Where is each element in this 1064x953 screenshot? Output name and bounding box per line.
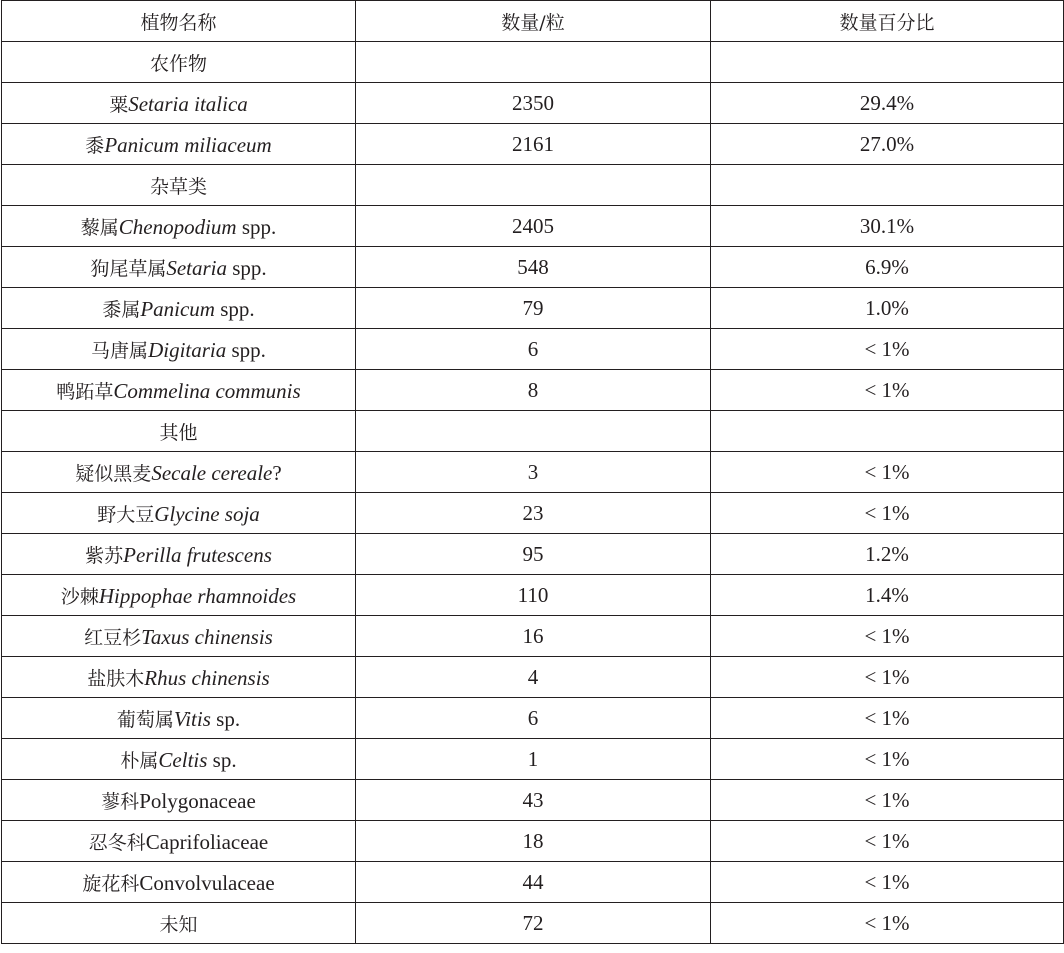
- plant-chinese-name: 葡萄属: [116, 708, 174, 731]
- percentage-cell: 27.0%: [711, 124, 1064, 165]
- plant-scientific-name: Glycine soja: [154, 501, 260, 526]
- count-cell: 8: [356, 370, 711, 411]
- plant-scientific-name: Panicum miliaceum: [104, 132, 272, 157]
- plant-scientific-name: Rhus chinensis: [144, 665, 270, 690]
- table-row: [2, 616, 1064, 657]
- percentage-cell: < 1%: [711, 493, 1064, 534]
- count-cell: 6: [356, 329, 711, 370]
- plant-name-cell: [2, 452, 356, 493]
- table-row: [2, 452, 1064, 493]
- percentage-cell: < 1%: [711, 903, 1064, 944]
- header-percentage: 数量百分比: [711, 1, 1064, 42]
- plant-scientific-name: Hippophae rhamnoides: [98, 583, 297, 608]
- plant-name-suffix: spp.: [226, 337, 266, 362]
- table-row: [2, 698, 1064, 739]
- plant-scientific-name: Secale cereale: [151, 460, 273, 485]
- count-cell: 72: [356, 903, 711, 944]
- percentage-cell: < 1%: [711, 780, 1064, 821]
- header-plant-name: 植物名称: [2, 1, 356, 42]
- plant-name-suffix: sp.: [210, 706, 241, 731]
- plant-name-cell: [2, 288, 356, 329]
- table-row: [2, 657, 1064, 698]
- plant-scientific-name: Taxus chinensis: [141, 624, 273, 649]
- percentage-cell: < 1%: [711, 739, 1064, 780]
- plant-remains-table: [1, 0, 1064, 944]
- plant-chinese-name: 蓼科: [101, 790, 140, 813]
- plant-chinese-name: 疑似黑麦: [75, 462, 152, 485]
- table-row: [2, 739, 1064, 780]
- plant-name-suffix: sp.: [207, 747, 237, 772]
- plant-chinese-name: 杂草类: [149, 175, 207, 198]
- plant-chinese-name: 野大豆: [97, 503, 155, 526]
- plant-name-suffix: spp.: [214, 296, 255, 321]
- plant-name-cell: [2, 862, 356, 903]
- percentage-cell: 29.4%: [711, 83, 1064, 124]
- count-cell: 18: [356, 821, 711, 862]
- plant-name-cell: [2, 165, 356, 206]
- plant-scientific-name: Panicum: [140, 296, 215, 321]
- plant-chinese-name: 朴属: [120, 749, 159, 772]
- group-row: [2, 165, 1064, 206]
- header-row: [2, 1, 1064, 42]
- plant-scientific-name: Vitis: [173, 706, 211, 731]
- plant-chinese-name: 盐肤木: [87, 667, 145, 690]
- percentage-cell: [711, 42, 1064, 83]
- plant-name-cell: [2, 247, 356, 288]
- table-row: [2, 329, 1064, 370]
- plant-name-cell: [2, 206, 356, 247]
- plant-name-cell: [2, 534, 356, 575]
- count-cell: 6: [356, 698, 711, 739]
- percentage-cell: [711, 165, 1064, 206]
- plant-chinese-name: 粟: [109, 93, 129, 116]
- table-row: [2, 862, 1064, 903]
- plant-chinese-name: 黍: [85, 134, 105, 157]
- plant-scientific-name: Setaria: [166, 255, 227, 280]
- plant-chinese-name: 黍属: [102, 298, 141, 321]
- plant-chinese-name: 忍冬科: [88, 831, 146, 854]
- percentage-cell: < 1%: [711, 370, 1064, 411]
- count-cell: 4: [356, 657, 711, 698]
- table-row: [2, 534, 1064, 575]
- header-count: 数量/粒: [356, 1, 711, 42]
- plant-name-cell: [2, 329, 356, 370]
- count-cell: 2350: [356, 83, 711, 124]
- plant-name-cell: [2, 657, 356, 698]
- count-cell: 43: [356, 780, 711, 821]
- percentage-cell: [711, 411, 1064, 452]
- percentage-cell: < 1%: [711, 452, 1064, 493]
- count-cell: [356, 165, 711, 206]
- percentage-cell: 1.2%: [711, 534, 1064, 575]
- percentage-cell: < 1%: [711, 821, 1064, 862]
- plant-name-cell: [2, 370, 356, 411]
- plant-chinese-name: 其他: [159, 421, 198, 444]
- percentage-cell: 1.4%: [711, 575, 1064, 616]
- percentage-cell: < 1%: [711, 329, 1064, 370]
- plant-chinese-name: 藜属: [80, 216, 119, 239]
- table-row: [2, 903, 1064, 944]
- plant-chinese-name: 旋花科: [82, 872, 140, 895]
- plant-name-cell: [2, 411, 356, 452]
- table-row: [2, 83, 1064, 124]
- plant-name-cell: [2, 83, 356, 124]
- plant-scientific-name: Celtis: [158, 747, 208, 772]
- table-row: [2, 206, 1064, 247]
- percentage-cell: < 1%: [711, 616, 1064, 657]
- plant-name-cell: [2, 903, 356, 944]
- plant-name-suffix: Caprifoliaceae: [145, 829, 269, 854]
- table-row: [2, 780, 1064, 821]
- plant-name-cell: [2, 124, 356, 165]
- percentage-cell: 30.1%: [711, 206, 1064, 247]
- table-row: [2, 247, 1064, 288]
- plant-scientific-name: Setaria italica: [128, 91, 248, 116]
- count-cell: 3: [356, 452, 711, 493]
- count-cell: 16: [356, 616, 711, 657]
- plant-name-suffix: Convolvulaceae: [139, 870, 275, 895]
- plant-name-cell: [2, 575, 356, 616]
- plant-chinese-name: 狗尾草属: [90, 257, 167, 280]
- plant-chinese-name: 鸭跖草: [56, 380, 114, 403]
- plant-chinese-name: 农作物: [149, 52, 207, 75]
- plant-chinese-name: 紫苏: [85, 544, 124, 567]
- plant-chinese-name: 沙棘: [60, 585, 99, 608]
- plant-name-cell: [2, 780, 356, 821]
- group-row: [2, 42, 1064, 83]
- plant-name-cell: [2, 698, 356, 739]
- percentage-cell: < 1%: [711, 657, 1064, 698]
- plant-name-suffix: spp.: [227, 255, 267, 280]
- count-cell: 548: [356, 247, 711, 288]
- plant-name-suffix: Polygonaceae: [139, 788, 256, 813]
- plant-name-cell: [2, 616, 356, 657]
- plant-scientific-name: Digitaria: [148, 337, 227, 362]
- plant-scientific-name: Perilla frutescens: [123, 542, 272, 567]
- plant-name-suffix: spp.: [236, 214, 277, 239]
- count-cell: 2405: [356, 206, 711, 247]
- count-cell: [356, 411, 711, 452]
- table-row: [2, 575, 1064, 616]
- percentage-cell: 1.0%: [711, 288, 1064, 329]
- table-row: [2, 493, 1064, 534]
- count-cell: 79: [356, 288, 711, 329]
- table-row: [2, 821, 1064, 862]
- table-row: [2, 124, 1064, 165]
- percentage-cell: < 1%: [711, 862, 1064, 903]
- count-cell: 95: [356, 534, 711, 575]
- plant-chinese-name: 马唐属: [91, 339, 149, 362]
- table-row: [2, 370, 1064, 411]
- group-row: [2, 411, 1064, 452]
- count-cell: 23: [356, 493, 711, 534]
- percentage-cell: 6.9%: [711, 247, 1064, 288]
- plant-name-cell: [2, 821, 356, 862]
- count-cell: 110: [356, 575, 711, 616]
- plant-name-suffix: ?: [272, 460, 282, 485]
- count-cell: 2161: [356, 124, 711, 165]
- table-row: [2, 288, 1064, 329]
- count-cell: [356, 42, 711, 83]
- percentage-cell: < 1%: [711, 698, 1064, 739]
- plant-name-cell: [2, 42, 356, 83]
- plant-scientific-name: Chenopodium: [118, 214, 237, 239]
- plant-chinese-name: 未知: [159, 913, 198, 936]
- plant-name-cell: [2, 493, 356, 534]
- plant-name-cell: [2, 739, 356, 780]
- plant-scientific-name: Commelina communis: [113, 378, 301, 403]
- plant-chinese-name: 红豆杉: [84, 626, 142, 649]
- count-cell: 1: [356, 739, 711, 780]
- count-cell: 44: [356, 862, 711, 903]
